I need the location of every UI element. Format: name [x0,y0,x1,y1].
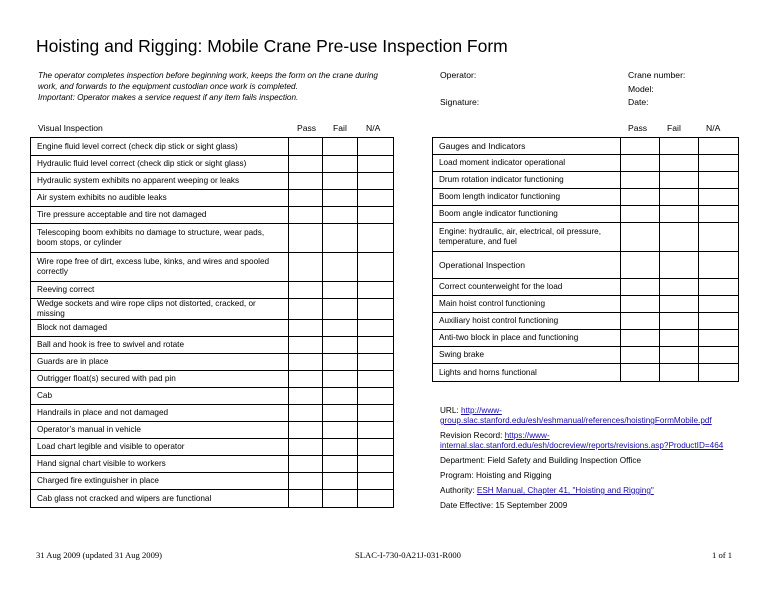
pass-checkbox[interactable] [621,330,660,347]
na-checkbox[interactable] [358,337,394,354]
pass-checkbox[interactable] [621,364,660,382]
na-checkbox[interactable] [358,405,394,422]
footer-date: 31 Aug 2009 (updated 31 Aug 2009) [36,550,163,560]
table-row [31,473,394,490]
pass-checkbox[interactable] [621,347,660,364]
right-pass-header: Pass [628,123,648,133]
item-label: Load moment indicator operational [433,155,621,172]
fail-checkbox[interactable] [323,354,358,371]
item-label: Drum rotation indicator functioning [433,172,621,189]
na-checkbox[interactable] [699,279,739,296]
na-checkbox[interactable] [358,299,394,320]
na-checkbox[interactable] [699,296,739,313]
na-checkbox[interactable] [358,320,394,337]
url-line [440,406,740,426]
intro-line-1: The operator completes inspection before beginning work, keeps the form on the crane during work, and forwards to the equipment custodian once work is completed. [38,71,378,91]
item-label: Wedge sockets and wire rope clips not distorted, cracked, or missing [31,299,289,320]
fail-checkbox[interactable] [660,330,699,347]
item-label: Correct counterweight for the load [433,279,621,296]
item-label: Outrigger float(s) secured with pad pin [31,371,289,388]
fail-checkbox[interactable] [323,299,358,320]
pass-checkbox[interactable] [621,296,660,313]
url-label: URL: [440,406,461,415]
fail-checkbox[interactable] [660,172,699,189]
item-label: Hydraulic fluid level correct (check dip stick or sight glass) [31,156,289,173]
na-checkbox[interactable] [699,189,739,206]
visual-inspection-table [30,137,394,508]
fail-checkbox[interactable] [323,490,358,508]
item-label: Handrails in place and not damaged [31,405,289,422]
pass-checkbox[interactable] [289,190,323,207]
left-na-header: N/A [366,123,381,133]
fail-checkbox[interactable] [323,224,358,253]
crane-number-field-label: Crane number: [628,70,686,80]
revision-link[interactable]: https://www-internal.slac.stanford.edu/esh/docreview/reports/revisions.asp?ProductID=464 [440,431,724,450]
item-label: Cab glass not cracked and wipers are functional [31,490,289,508]
item-label: Air system exhibits no audible leaks [31,190,289,207]
na-checkbox[interactable] [358,490,394,508]
right-fail-header: Fail [667,123,681,133]
department-line: Department: Field Safety and Building Inspection Office [440,456,642,465]
fail-checkbox[interactable] [323,337,358,354]
table-row [31,320,394,337]
table-row [31,282,394,299]
item-label: Ball and hook is free to swivel and rotate [31,337,289,354]
fail-checkbox[interactable] [323,190,358,207]
table-row [31,490,394,508]
na-checkbox[interactable] [358,156,394,173]
pass-checkbox[interactable] [289,224,323,253]
fail-checkbox[interactable] [323,173,358,190]
item-label: Operator’s manual in vehicle [31,422,289,439]
date-effective-line: Date Effective: 15 September 2009 [440,501,568,510]
fail-checkbox[interactable] [323,320,358,337]
pass-checkbox[interactable] [289,207,323,224]
fail-checkbox[interactable] [323,371,358,388]
item-label: Charged fire extinguisher in place [31,473,289,490]
item-label: Engine: hydraulic, air, electrical, oil pressure, temperature, and fuel [433,223,621,252]
pass-checkbox[interactable] [621,172,660,189]
pass-checkbox[interactable] [289,439,323,456]
table-row [31,156,394,173]
fail-checkbox[interactable] [660,296,699,313]
item-label: Swing brake [433,347,621,364]
na-checkbox[interactable] [699,223,739,252]
fail-checkbox[interactable] [660,347,699,364]
na-checkbox[interactable] [699,206,739,223]
item-label: Guards are in place [31,354,289,371]
section-header-row [433,138,739,155]
fail-checkbox[interactable] [660,364,699,382]
pass-checkbox[interactable] [289,320,323,337]
pass-checkbox[interactable] [289,490,323,508]
table-row [433,296,739,313]
date-field-label: Date: [628,97,649,107]
fail-checkbox[interactable] [660,223,699,252]
fail-checkbox[interactable] [660,155,699,172]
na-checkbox[interactable] [358,439,394,456]
table-row [31,388,394,405]
table-row [31,253,394,282]
na-checkbox[interactable] [699,313,739,330]
fail-checkbox[interactable] [323,422,358,439]
na-checkbox[interactable] [358,371,394,388]
table-row [433,330,739,347]
pass-checkbox[interactable] [621,223,660,252]
program-line: Program: Hoisting and Rigging [440,471,552,480]
na-checkbox[interactable] [358,282,394,299]
gauges-section-header: Gauges and Indicators [433,138,621,155]
fail-checkbox[interactable] [660,206,699,223]
item-label: Anti-two block in place and functioning [433,330,621,347]
na-checkbox[interactable] [699,364,739,382]
fail-checkbox[interactable] [323,138,358,156]
na-checkbox[interactable] [358,354,394,371]
table-row [31,190,394,207]
left-fail-header: Fail [333,123,347,133]
fail-checkbox[interactable] [323,253,358,282]
na-checkbox[interactable] [699,155,739,172]
table-row [433,206,739,223]
document-info [440,406,740,516]
signature-field-label: Signature: [440,97,480,107]
operational-section-header: Operational Inspection [433,252,621,279]
gauges-operational-table [432,137,739,382]
intro-line-2: Important: Operator makes a service request if any item fails inspection. [38,93,299,102]
na-checkbox[interactable] [699,172,739,189]
fail-checkbox[interactable] [323,456,358,473]
item-label: Hand signal chart visible to workers [31,456,289,473]
pass-checkbox[interactable] [621,189,660,206]
revision-line [440,431,740,451]
fail-checkbox[interactable] [323,388,358,405]
pass-checkbox[interactable] [289,422,323,439]
item-label: Lights and horns functional [433,364,621,382]
na-checkbox[interactable] [699,330,739,347]
item-label: Cab [31,388,289,405]
na-checkbox[interactable] [358,253,394,282]
na-checkbox[interactable] [358,190,394,207]
table-row [31,439,394,456]
table-row [433,172,739,189]
item-label: Boom angle indicator functioning [433,206,621,223]
table-row [31,405,394,422]
pass-checkbox[interactable] [289,253,323,282]
table-row [31,337,394,354]
pass-checkbox[interactable] [289,138,323,156]
authority-link[interactable]: ESH Manual, Chapter 41, "Hoisting and Rigging" [476,486,654,495]
table-row [433,223,739,252]
pass-checkbox[interactable] [289,282,323,299]
na-checkbox[interactable] [358,456,394,473]
fail-checkbox[interactable] [660,279,699,296]
left-pass-header: Pass [297,123,317,133]
na-checkbox[interactable] [358,138,394,156]
fail-checkbox[interactable] [323,405,358,422]
na-checkbox[interactable] [358,207,394,224]
table-row [31,371,394,388]
item-label: Telescoping boom exhibits no damage to structure, wear pads, boom stops, or cylinder [31,224,289,253]
pass-checkbox[interactable] [621,313,660,330]
authority-line [440,486,740,496]
item-label: Engine fluid level correct (check dip stick or sight glass) [31,138,289,156]
item-label: Auxiliary hoist control functioning [433,313,621,330]
visual-inspection-header: Visual Inspection [38,123,103,133]
pass-checkbox[interactable] [289,388,323,405]
pass-checkbox[interactable] [621,279,660,296]
revision-label: Revision Record: [440,431,505,440]
table-row [433,189,739,206]
fail-checkbox[interactable] [323,439,358,456]
right-na-header: N/A [706,123,721,133]
pass-checkbox[interactable] [289,405,323,422]
item-label: Load chart legible and visible to operator [31,439,289,456]
table-row [433,347,739,364]
pass-checkbox[interactable] [289,156,323,173]
pass-checkbox[interactable] [621,155,660,172]
item-label: Hydraulic system exhibits no apparent weeping or leaks [31,173,289,190]
table-row [31,138,394,156]
table-row [433,313,739,330]
fail-checkbox[interactable] [323,156,358,173]
na-checkbox[interactable] [358,473,394,490]
table-row [31,207,394,224]
operator-field-label: Operator: [440,70,477,80]
item-label: Reeving correct [31,282,289,299]
na-checkbox[interactable] [358,388,394,405]
table-row [31,456,394,473]
model-field-label: Model: [628,84,654,94]
item-label: Wire rope free of dirt, excess lube, kinks, and wires and spooled correctly [31,253,289,282]
pass-checkbox[interactable] [289,456,323,473]
page-title: Hoisting and Rigging: Mobile Crane Pre-use Inspection Form [36,36,508,56]
intro-text [38,70,383,103]
table-row [433,279,739,296]
na-checkbox[interactable] [358,422,394,439]
na-checkbox[interactable] [358,173,394,190]
table-row [31,299,394,320]
table-row [31,224,394,253]
table-row [31,173,394,190]
na-checkbox[interactable] [358,224,394,253]
fail-checkbox[interactable] [323,207,358,224]
item-label: Tire pressure acceptable and tire not damaged [31,207,289,224]
na-checkbox[interactable] [699,347,739,364]
item-label: Boom length indicator functioning [433,189,621,206]
fail-checkbox[interactable] [660,313,699,330]
pass-checkbox[interactable] [621,206,660,223]
pass-checkbox[interactable] [289,473,323,490]
url-link[interactable]: http://www-group.slac.stanford.edu/esh/eshmanual/references/hoistingFormMobile.pdf [440,406,712,425]
fail-checkbox[interactable] [323,473,358,490]
item-label: Main hoist control functioning [433,296,621,313]
footer-document-id: SLAC-I-730-0A21J-031-R000 [355,550,461,560]
footer-page-number: 1 of 1 [712,550,733,560]
table-row [31,422,394,439]
pass-checkbox[interactable] [289,173,323,190]
pass-checkbox[interactable] [289,337,323,354]
item-label: Block not damaged [31,320,289,337]
pass-checkbox[interactable] [289,299,323,320]
table-row [31,354,394,371]
table-row [433,155,739,172]
authority-label: Authority: [440,486,477,495]
pass-checkbox[interactable] [289,371,323,388]
pass-checkbox[interactable] [289,354,323,371]
fail-checkbox[interactable] [660,189,699,206]
fail-checkbox[interactable] [323,282,358,299]
section-header-row [433,252,739,279]
table-row [433,364,739,382]
